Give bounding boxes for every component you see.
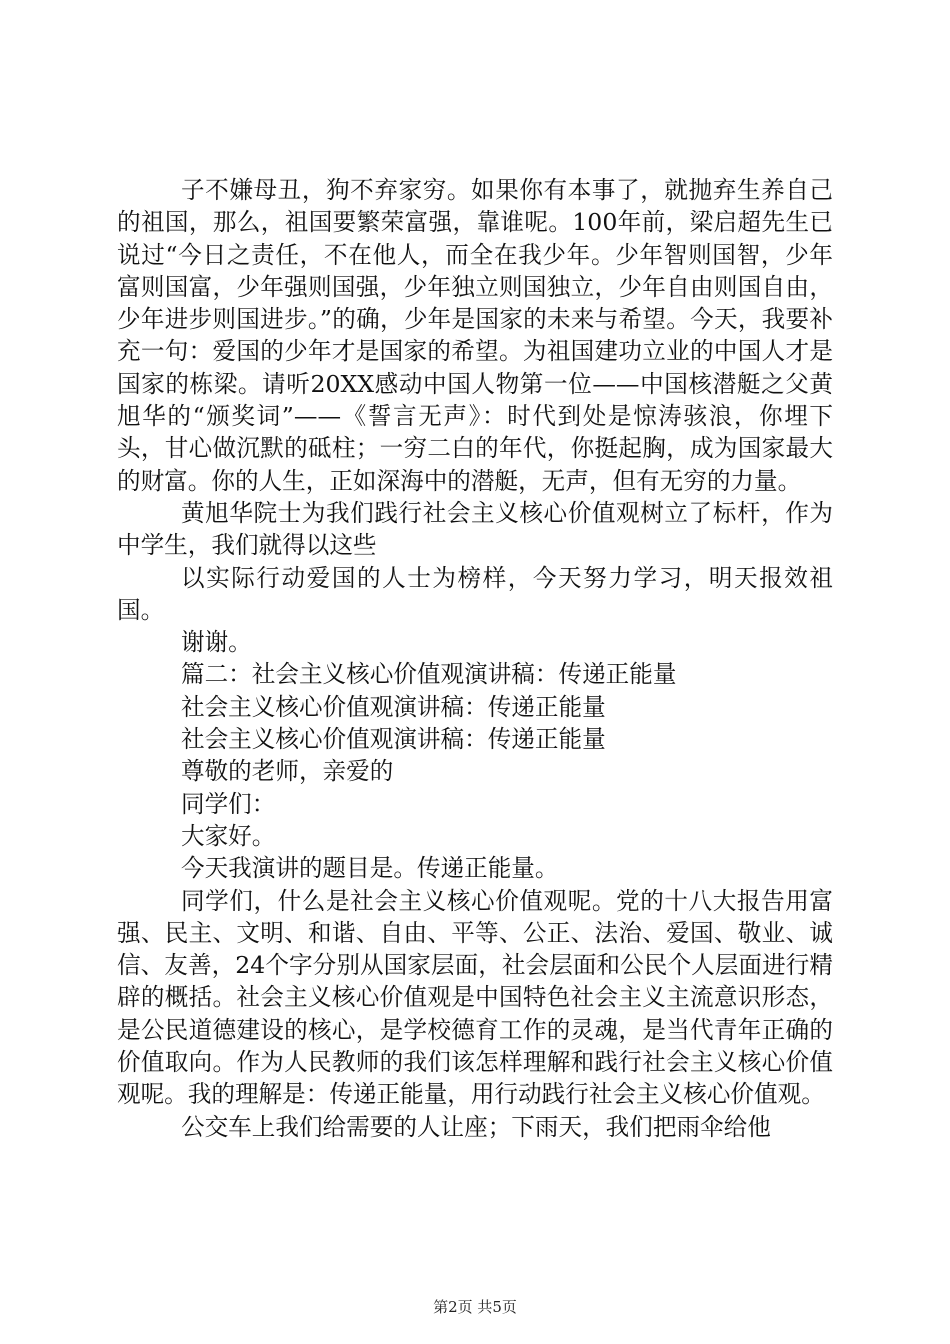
speech-title-2: 社会主义核心价值观演讲稿：传递正能量 — [181, 725, 606, 754]
salutation-line-1: 尊敬的老师，亲爱的 — [181, 757, 394, 786]
speech-title-1: 社会主义核心价值观演讲稿：传递正能量 — [181, 692, 606, 721]
section-heading: 篇二：社会主义核心价值观演讲稿：传递正能量 — [181, 660, 677, 689]
document-body — [117, 174, 833, 1143]
greeting: 大家好。 — [181, 821, 276, 850]
paragraph-3: 以实际行动爱国的人士为榜样，今天努力学习，明天报效祖国。 — [117, 563, 833, 624]
topic-line: 今天我演讲的题目是。传递正能量。 — [181, 854, 559, 883]
page-footer: 第2页 共5页 — [433, 1298, 517, 1316]
paragraph-bus: 公交车上我们给需要的人让座；下雨天，我们把雨伞给他 — [181, 1112, 771, 1141]
paragraph-1: 子不嫌母丑，狗不弃家穷。如果你有本事了，就抛弃生养自己的祖国，那么，祖国要繁荣富强，靠谁呢。100年前，梁启超先生已说过“今日之责任，不在他人，而全在我少年。少年智则国智，少年富则国富，少年强则国强，少年独立则国独立，少年自由则国自由，少年进步则国进步。”的确，少年是国家的未来与希望。今天，我要补充一句：爱国的少年才是国家的希望。为祖国建功立业的中国人才是国家的栋梁。请听20XX感动中国人物第一位——中国核潜艇之父黄旭华的“颁奖词”——《誓言无声》：时代到处是惊涛骇浪，你埋下头，甘心做沉默的砥柱；一穷二白的年代，你挺起胸，成为国家最大的财富。你的人生，正如深海中的潜艇，无声，但有无穷的力量。 — [117, 176, 833, 495]
paragraph-2: 黄旭华院士为我们践行社会主义核心价值观树立了标杆，作为中学生，我们就得以这些 — [117, 498, 833, 560]
salutation-line-2: 同学们： — [181, 789, 276, 818]
paragraph-thanks: 谢谢。 — [181, 628, 252, 657]
paragraph-core-values: 同学们，什么是社会主义核心价值观呢。党的十八大报告用富强、民主、文明、和谐、自由、平等、公正、法治、爱国、敬业、诚信、友善，24个字分别从国家层面，社会层面和公民个人层面进行精辟的概括。社会主义核心价值观是中国特色社会主义主流意识形态，是公民道德建设的核心，是学校德育工作的灵魂，是当代青年正确的价值取向。作为人民教师的我们该怎样理解和践行社会主义核心价值观呢。我的理解是：传递正能量，用行动践行社会主义核心价值观。 — [117, 886, 833, 1109]
